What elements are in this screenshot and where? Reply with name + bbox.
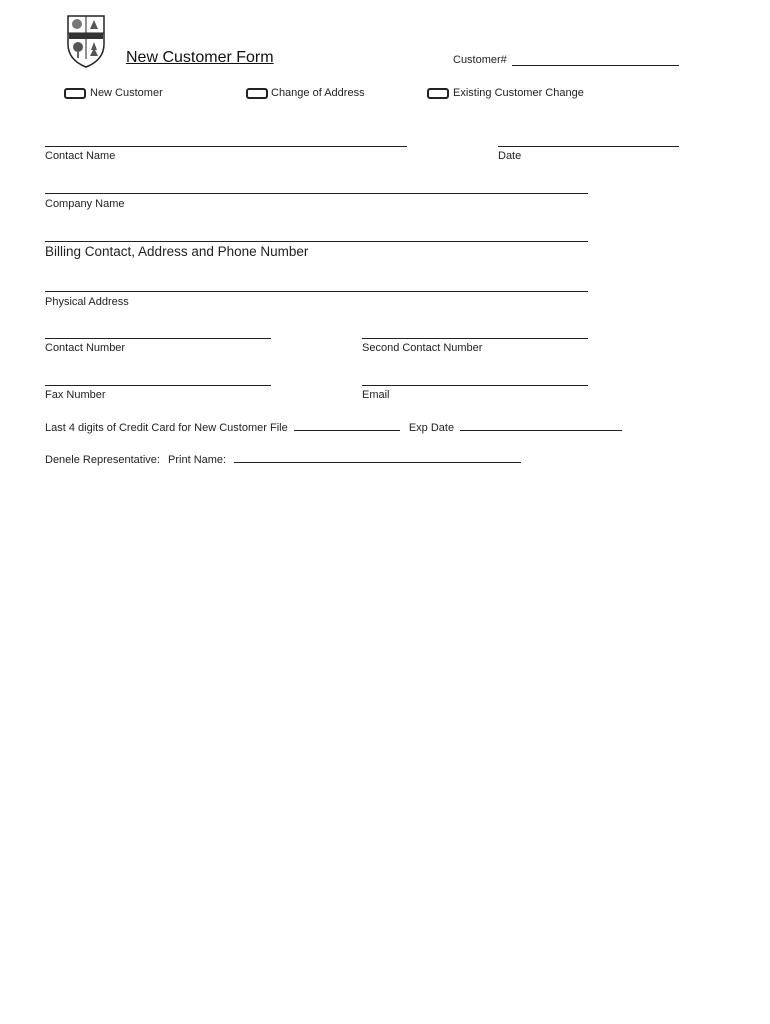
- print-name-field[interactable]: [234, 453, 521, 463]
- existing-customer-change-label: Existing Customer Change: [453, 87, 584, 99]
- email-label: Email: [362, 389, 390, 401]
- company-name-label: Company Name: [45, 198, 125, 210]
- company-name-field[interactable]: [45, 193, 588, 194]
- denele-crest-icon: [66, 14, 106, 68]
- fax-number-field[interactable]: [45, 385, 271, 386]
- customer-number-field[interactable]: [512, 65, 679, 66]
- fax-number-label: Fax Number: [45, 389, 106, 401]
- existing-customer-change-checkbox[interactable]: [427, 88, 449, 99]
- new-customer-label: New Customer: [90, 87, 163, 99]
- date-field[interactable]: [498, 146, 679, 147]
- form-title: New Customer Form: [126, 49, 274, 66]
- contact-number-field[interactable]: [45, 338, 271, 339]
- second-contact-number-label: Second Contact Number: [362, 342, 483, 354]
- billing-label: Billing Contact, Address and Phone Number: [45, 244, 309, 259]
- exp-date-field[interactable]: [460, 421, 622, 431]
- print-name-label: Print Name:: [168, 454, 227, 466]
- credit-card-field[interactable]: [294, 421, 400, 431]
- credit-card-label: Last 4 digits of Credit Card for New Customer File: [45, 422, 288, 434]
- date-label: Date: [498, 150, 522, 162]
- credit-card-row: [45, 421, 622, 434]
- customer-number-label: Customer#: [453, 54, 507, 66]
- change-of-address-checkbox[interactable]: [246, 88, 268, 99]
- representative-label: Denele Representative:: [45, 454, 160, 466]
- exp-date-label: Exp Date: [408, 422, 455, 434]
- email-field[interactable]: [362, 385, 588, 386]
- representative-row: [45, 453, 521, 466]
- physical-address-field[interactable]: [45, 291, 588, 292]
- second-contact-number-field[interactable]: [362, 338, 588, 339]
- billing-field[interactable]: [45, 241, 588, 242]
- contact-name-field[interactable]: [45, 146, 407, 147]
- change-of-address-label: Change of Address: [271, 87, 365, 99]
- contact-number-label: Contact Number: [45, 342, 126, 354]
- new-customer-checkbox[interactable]: [64, 88, 86, 99]
- contact-name-label: Contact Name: [45, 150, 116, 162]
- company-logo: [66, 14, 106, 68]
- physical-address-label: Physical Address: [45, 296, 129, 308]
